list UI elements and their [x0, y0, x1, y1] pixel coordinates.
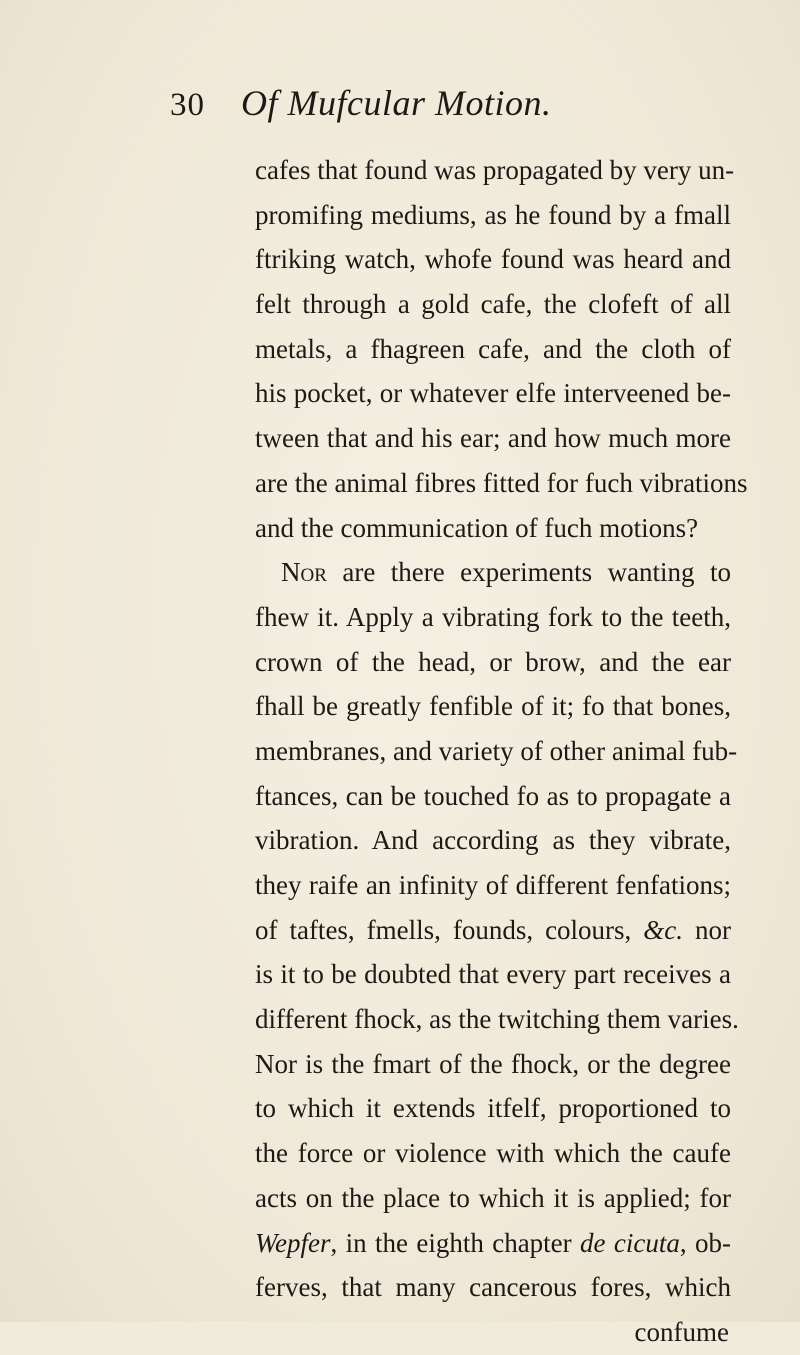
paragraph-start-line [255, 550, 731, 595]
text-fragment: are there experiments wanting to [342, 557, 731, 588]
text-line: different fhock, as the twitching them varies. [255, 1004, 739, 1035]
body-text [255, 148, 748, 1355]
italic-title: de cicuta [580, 1227, 680, 1258]
text-fragment: in the eighth chapter [345, 1227, 572, 1258]
text-line [255, 1221, 731, 1266]
text-line: tween that and his ear; and how much more [255, 423, 731, 454]
page-number: 30 [170, 87, 205, 123]
text-line: is it to be doubted that every part receives a [255, 959, 731, 990]
text-line: ftriking watch, whofe found was heard and [255, 244, 731, 275]
text-line: they raife an infinity of different fenfations; [255, 870, 731, 900]
text-fragment: of taftes, fmells, founds, colours, [255, 914, 632, 945]
text-fragment: , [679, 1227, 687, 1258]
text-line: metals, a fhagreen cafe, and the cloth of [255, 333, 731, 364]
text-line: Nor is the fmart of the fhock, or the degree [255, 1048, 731, 1079]
text-line: cafes that found was propagated by very un- [255, 155, 735, 185]
text-line: fhall be greatly fenfible of it; fo that bones, [255, 691, 731, 722]
text-line: ferves, that many cancerous fores, which [255, 1272, 731, 1303]
page-header [170, 82, 551, 132]
text-line: are the animal fibres fitted for fuch vibrations [255, 467, 748, 498]
text-line [255, 908, 731, 953]
text-line: his pocket, or whatever elfe interveened be- [255, 378, 731, 409]
text-line: felt through a gold cafe, the clofeft of all [255, 289, 731, 320]
italic-name: Wepfer [255, 1227, 331, 1258]
running-head: Of Mufcular Motion. [241, 83, 552, 123]
text-line: acts on the place to which it is applied; for [255, 1182, 731, 1213]
text-line: vibration. And according as they vibrate, [255, 825, 731, 856]
text-line: and the communication of fuch motions? [255, 512, 699, 543]
text-line: crown of the head, or brow, and the ear [255, 646, 731, 677]
text-line: promifing mediums, as he found by a fmall [255, 199, 731, 230]
text-fragment: nor [695, 914, 731, 945]
text-line: to which it extends itfelf, proportioned to [255, 1093, 731, 1124]
text-line: ftances, can be touched fo as to propagate a [255, 780, 731, 811]
small-caps-word: Nor [281, 557, 327, 588]
text-line: the force or violence with which the caufe [255, 1138, 731, 1169]
text-line: fhew it. Apply a vibrating fork to the teeth, [255, 601, 731, 632]
italic-abbreviation: &c. [643, 914, 684, 945]
text-line: membranes, and variety of other animal fub- [255, 735, 738, 766]
text-fragment: , [330, 1227, 338, 1258]
text-fragment: ob- [695, 1227, 731, 1258]
catchword: confume [634, 1316, 729, 1347]
